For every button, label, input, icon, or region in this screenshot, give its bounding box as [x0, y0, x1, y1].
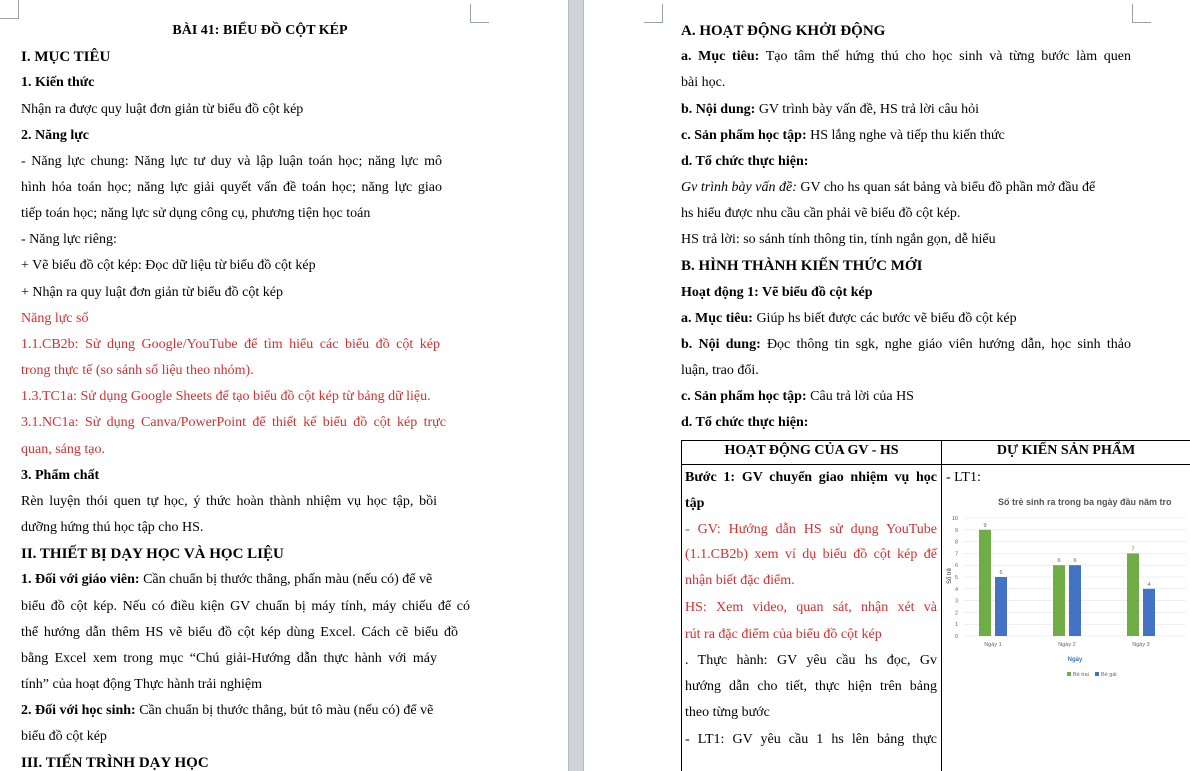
label-content: b. Nội dung:: [681, 337, 761, 352]
chart-legend-swatch: [1067, 672, 1071, 676]
text-student: Cần chuẩn bị thước thẳng, bút tô màu (nếu có) để vẽ: [135, 703, 434, 718]
table-cell-text: tập: [685, 496, 705, 511]
chart-bar: [1127, 553, 1139, 636]
label-objective: a. Mục tiêu:: [681, 311, 753, 326]
table-cell-text: - LT1: GV yêu cầu 1 hs lên bảng thực: [685, 732, 937, 747]
paragraph: [681, 179, 1095, 197]
double-bar-chart: [942, 488, 1190, 688]
paragraph: - Năng lực riêng:: [21, 232, 117, 247]
text-content: GV trình bày vấn đề, HS trả lời câu hỏi: [755, 102, 980, 117]
paragraph: [681, 127, 1005, 145]
chart-y-tick-label: 4: [954, 586, 958, 593]
heading-knowledge: 1. Kiến thức: [21, 75, 95, 90]
digital-competence-item: 1.3.TC1a: Sử dụng Google Sheets để tạo biểu đồ cột kép từ bảng dữ liệu.: [21, 389, 431, 404]
table-cell-text: Bước 1: GV chuyển giao nhiệm vụ học: [685, 470, 937, 485]
chart-y-axis-label: Số trẻ: [947, 567, 953, 585]
heading-organize: d. Tổ chức thực hiện:: [681, 154, 809, 169]
table-divider: [681, 464, 1190, 465]
digital-competence-item: 3.1.NC1a: Sử dụng Canva/PowerPoint để thiết kế biểu đồ cột kép trực: [21, 415, 446, 430]
chart-y-tick-label: 6: [954, 563, 958, 570]
paragraph: + Nhận ra quy luật đơn giản từ biểu đồ cột kép: [21, 285, 283, 300]
paragraph: [21, 571, 432, 589]
heading-competence: 2. Năng lực: [21, 128, 89, 143]
document-page-right: [584, 0, 1190, 771]
text-presentation: GV cho hs quan sát bảng và biểu đồ phần mở đầu để: [796, 180, 1096, 195]
paragraph: biểu đồ cột kép: [21, 729, 107, 744]
text-objective: Tạo tâm thế hứng thú cho học sinh và từng bước làm quen: [759, 49, 1131, 64]
heading-new-knowledge: B. HÌNH THÀNH KIẾN THỨC MỚI: [681, 258, 923, 274]
paragraph: + Vẽ biểu đồ cột kép: Đọc dữ liệu từ biểu đồ cột kép: [21, 258, 316, 273]
chart-data-label: 9: [983, 522, 987, 529]
heading-objectives: I. MỤC TIÊU: [21, 49, 111, 65]
table-cell-text: - LT1:: [946, 470, 981, 485]
digital-competence-item: 1.1.CB2b: Sử dụng Google/YouTube để tìm hiểu các biểu đồ cột kép: [21, 337, 440, 352]
paragraph: tiếp toán học; năng lực sử dụng công cụ, phương tiện học toán: [21, 206, 371, 221]
paragraph: hình hóa toán học; năng lực giải quyết vấn đề toán học; năng lực giao: [21, 180, 442, 195]
text-content: Đọc thông tin sgk, nghe giáo viên hướng dẫn, học sinh thảo: [760, 337, 1131, 352]
table-header-product: DỰ KIẾN SẢN PHẨM: [996, 443, 1136, 458]
table-cell-text: theo từng bước: [685, 705, 770, 720]
page-corner-mark: [0, 0, 19, 19]
chart-legend-label: Bé gái: [1101, 672, 1117, 678]
document-page-left: [0, 0, 568, 771]
chart-legend-label: Bé trai: [1073, 672, 1089, 678]
chart-y-tick-label: 5: [954, 575, 958, 581]
heading-qualities: 3. Phẩm chất: [21, 468, 100, 483]
chart-bar: [1069, 565, 1081, 636]
chart-title: Số trẻ sinh ra trong ba ngày đầu năm tro: [998, 497, 1172, 507]
chart-y-tick-label: 0: [954, 634, 958, 640]
chart-y-tick-label: 3: [954, 598, 958, 605]
chart-y-tick-label: 10: [951, 516, 958, 522]
paragraph: [681, 101, 979, 119]
chart-legend: [1067, 672, 1117, 678]
paragraph: thể hướng dẫn thêm HS vẽ biểu đồ cột kép dùng Excel. Cách cẽ biểu đồ: [21, 625, 458, 640]
paragraph: Rèn luyện thói quen tự học, ý thức hoàn thành nhiệm vụ học tập, bồi: [21, 494, 437, 509]
paragraph: bằng Excel xem trong mục “Chú giải-Hướng dẫn thực hành với máy: [21, 651, 437, 666]
chart-data-label: 6: [1073, 558, 1077, 565]
paragraph: [681, 388, 914, 406]
paragraph: bài học.: [681, 75, 726, 90]
table-cell-text: . Thực hành: GV yêu cầu hs đọc, Gv: [685, 653, 937, 668]
text-objective: Giúp hs biết được các bước vẽ biểu đồ cột kép: [752, 311, 1017, 326]
page-corner-mark: [470, 4, 489, 23]
paragraph: [681, 310, 1017, 328]
paragraph: hs hiểu được nhu cầu cần phải vẽ biểu đồ cột kép.: [681, 206, 961, 221]
heading-organize: d. Tổ chức thực hiện:: [681, 415, 809, 430]
text-product: HS lắng nghe và tiếp thu kiến thức: [806, 128, 1005, 143]
chart-data-label: 5: [999, 570, 1003, 576]
table-cell-text: hướng dẫn cho tiết, thực hiện trên bảng: [685, 679, 937, 694]
chart-data-label: 4: [1147, 581, 1151, 588]
chart-x-ticks: [984, 642, 1149, 648]
label-product: c. Sản phẩm học tập:: [681, 128, 807, 143]
table-header-activity: HOẠT ĐỘNG CỦA GV - HS: [724, 443, 899, 458]
chart-bar: [1143, 589, 1155, 636]
chart-x-axis-label: Ngày: [1067, 657, 1083, 663]
heading-warmup: A. HOẠT ĐỘNG KHỞI ĐỘNG: [681, 23, 886, 39]
chart-bars: [979, 523, 1155, 636]
table-cell-text: (1.1.CB2b) xem ví dụ biểu đồ cột kép để: [685, 547, 937, 562]
page-corner-mark: [1132, 4, 1151, 23]
table-cell-text: rút ra đặc điểm của biểu đồ cột kép: [685, 627, 882, 642]
page-gutter: [568, 0, 584, 771]
digital-competence-heading: Năng lực số: [21, 311, 89, 326]
heading-procedure: III. TIẾN TRÌNH DẠY HỌC: [21, 755, 209, 771]
chart-y-tick-label: 2: [954, 610, 958, 617]
chart-x-tick-label: Ngày 3: [1132, 642, 1150, 648]
paragraph: HS trả lời: so sánh tính thông tin, tính ngắn gọn, dễ hiểu: [681, 232, 996, 247]
paragraph: Nhận ra được quy luật đơn giản từ biểu đồ cột kép: [21, 102, 304, 117]
digital-competence-item: quan, sáng tạo.: [21, 442, 105, 457]
chart-legend-swatch: [1095, 672, 1099, 676]
table-cell-text: HS: Xem video, quan sát, nhận xét và: [685, 600, 937, 615]
label-product: c. Sản phẩm học tập:: [681, 389, 807, 404]
page-corner-mark: [644, 4, 663, 23]
chart-x-tick-label: Ngày 1: [984, 642, 1002, 648]
chart-y-tick-label: 8: [954, 539, 958, 546]
chart-y-tick-label: 7: [954, 551, 958, 558]
chart-y-tick-label: 1: [954, 622, 958, 629]
heading-activity-1: Hoạt động 1: Vẽ biểu đồ cột kép: [681, 285, 873, 300]
lesson-title: BÀI 41: BIỂU ĐỒ CỘT KÉP: [172, 23, 348, 38]
text-product: Câu trả lời của HS: [806, 389, 914, 404]
label-presentation: Gv trình bày vấn đề:: [681, 180, 797, 195]
text-teacher: Cần chuẩn bị thước thẳng, phấn màu (nếu có) để vẽ: [139, 572, 433, 587]
digital-competence-item: trong thực tế (so sánh số liệu theo nhóm).: [21, 363, 254, 378]
paragraph: [21, 702, 433, 720]
paragraph: [681, 48, 1131, 66]
chart-bar: [979, 530, 991, 636]
chart-data-label: 7: [1131, 546, 1135, 553]
table-cell-text: nhận biết đặc điểm.: [685, 573, 795, 588]
paragraph: tính” của hoạt động Thực hành trải nghiệm: [21, 677, 262, 692]
label-objective: a. Mục tiêu:: [681, 49, 760, 64]
table-cell-text: - GV: Hướng dẫn HS sử dụng YouTube: [685, 522, 937, 537]
chart-y-tick-label: 9: [954, 527, 958, 534]
paragraph: biểu đồ cột kép. Nếu có điều kiện GV chuẩn bị máy tính, máy chiếu để có: [21, 599, 470, 614]
paragraph: dưỡng hứng thú học tập cho HS.: [21, 520, 204, 535]
chart-data-label: 6: [1057, 558, 1061, 565]
paragraph: luận, trao đổi.: [681, 363, 759, 378]
label-content: b. Nội dung:: [681, 102, 756, 117]
chart-bar: [995, 577, 1007, 636]
label-student: 2. Đối với học sinh:: [21, 703, 136, 718]
chart-bar: [1053, 565, 1065, 636]
chart-x-tick-label: Ngày 2: [1058, 642, 1076, 648]
paragraph: - Năng lực chung: Năng lực tư duy và lập luận toán học; năng lực mô: [21, 154, 442, 169]
heading-equipment: II. THIẾT BỊ DẠY HỌC VÀ HỌC LIỆU: [21, 546, 284, 562]
paragraph: [681, 336, 1131, 354]
label-teacher: 1. Đối với giáo viên:: [21, 572, 140, 587]
